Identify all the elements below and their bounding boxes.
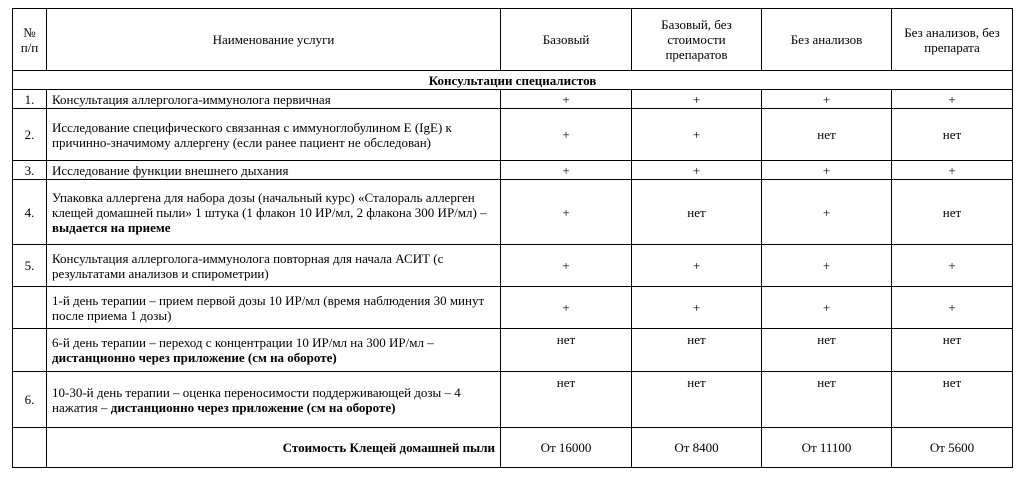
row-value-basic-no-drug-cost: + <box>632 287 762 329</box>
row-value-basic-no-drug-cost: + <box>632 245 762 287</box>
header-row <box>13 9 1013 71</box>
table-row <box>13 287 1013 329</box>
row-value-basic: + <box>501 161 632 180</box>
section-title: Консультации специалистов <box>13 71 1013 90</box>
table-row <box>13 329 1013 372</box>
row-value-no-tests: + <box>762 180 892 245</box>
row-value-basic: + <box>501 287 632 329</box>
row-value-no-tests-no-drug: нет <box>892 180 1013 245</box>
row-num: 2. <box>13 109 47 161</box>
row-num: 4. <box>13 180 47 245</box>
row-value-basic: + <box>501 245 632 287</box>
header-basic: Базовый <box>501 9 632 71</box>
row-num: 3. <box>13 161 47 180</box>
row-value-basic-no-drug-cost: нет <box>632 180 762 245</box>
row-num <box>13 287 47 329</box>
row-value-no-tests: + <box>762 287 892 329</box>
row-value-basic-no-drug-cost: нет <box>632 329 762 372</box>
row-service: Упаковка аллергена для набора дозы (начальный курс) «Сталораль аллерген клещей домашней пыли» 1 штука (1 флакон 10 ИР/мл, 2 флакона 300 ИР/мл) – выдается на приеме <box>47 180 501 245</box>
row-num: 6. <box>13 372 47 428</box>
header-num: № п/п <box>13 9 47 71</box>
row-value-no-tests-no-drug: + <box>892 90 1013 109</box>
section-row <box>13 71 1013 90</box>
row-num <box>13 329 47 372</box>
row-value-basic-no-drug-cost: + <box>632 161 762 180</box>
total-label: Стоимость Клещей домашней пыли <box>47 428 501 468</box>
table-row <box>13 180 1013 245</box>
row-value-basic: + <box>501 109 632 161</box>
services-price-table <box>12 8 1013 468</box>
row-value-no-tests-no-drug: нет <box>892 109 1013 161</box>
row-value-no-tests: + <box>762 161 892 180</box>
header-no-tests: Без анализов <box>762 9 892 71</box>
row-value-basic: нет <box>501 372 632 428</box>
row-value-no-tests: нет <box>762 329 892 372</box>
row-service: Исследование функции внешнего дыхания <box>47 161 501 180</box>
header-no-tests-no-drug: Без анализов, без препарата <box>892 9 1013 71</box>
row-value-no-tests: + <box>762 245 892 287</box>
row-value-basic-no-drug-cost: + <box>632 109 762 161</box>
row-service: Консультация аллерголога-иммунолога повторная для начала АСИТ (с результатами анализов и спирометрии) <box>47 245 501 287</box>
row-value-basic-no-drug-cost: + <box>632 90 762 109</box>
row-service: Консультация аллерголога-иммунолога первичная <box>47 90 501 109</box>
total-basic: От 16000 <box>501 428 632 468</box>
row-service: Исследование специфического связанная с иммуноглобулином Е (IgE) к причинно-значимому аллергену (если ранее пациент не обследован) <box>47 109 501 161</box>
row-service: 10-30-й день терапии – оценка переносимости поддерживающей дозы – 4 нажатия – дистанционно через приложение (см на обороте) <box>47 372 501 428</box>
table-row <box>13 109 1013 161</box>
total-row <box>13 428 1013 468</box>
table-row <box>13 90 1013 109</box>
row-value-no-tests-no-drug: нет <box>892 329 1013 372</box>
row-value-basic: нет <box>501 329 632 372</box>
row-service: 6-й день терапии – переход с концентрации 10 ИР/мл на 300 ИР/мл – дистанционно через приложение (см на обороте) <box>47 329 501 372</box>
row-value-no-tests: нет <box>762 109 892 161</box>
row-value-no-tests-no-drug: + <box>892 287 1013 329</box>
row-service: 1-й день терапии – прием первой дозы 10 ИР/мл (время наблюдения 30 минут после приема 1 дозы) <box>47 287 501 329</box>
total-no-tests-no-drug: От 5600 <box>892 428 1013 468</box>
row-value-no-tests-no-drug: + <box>892 245 1013 287</box>
row-value-no-tests-no-drug: + <box>892 161 1013 180</box>
row-value-basic: + <box>501 90 632 109</box>
row-value-no-tests: + <box>762 90 892 109</box>
table-row <box>13 161 1013 180</box>
table-row <box>13 245 1013 287</box>
row-num: 5. <box>13 245 47 287</box>
row-value-basic-no-drug-cost: нет <box>632 372 762 428</box>
table-row <box>13 372 1013 428</box>
total-no-tests: От 11100 <box>762 428 892 468</box>
total-basic-no-drug-cost: От 8400 <box>632 428 762 468</box>
header-service-name: Наименование услуги <box>47 9 501 71</box>
header-basic-no-drug-cost: Базовый, без стоимости препаратов <box>632 9 762 71</box>
row-value-no-tests: нет <box>762 372 892 428</box>
row-value-basic: + <box>501 180 632 245</box>
row-num: 1. <box>13 90 47 109</box>
row-value-no-tests-no-drug: нет <box>892 372 1013 428</box>
total-num-cell <box>13 428 47 468</box>
